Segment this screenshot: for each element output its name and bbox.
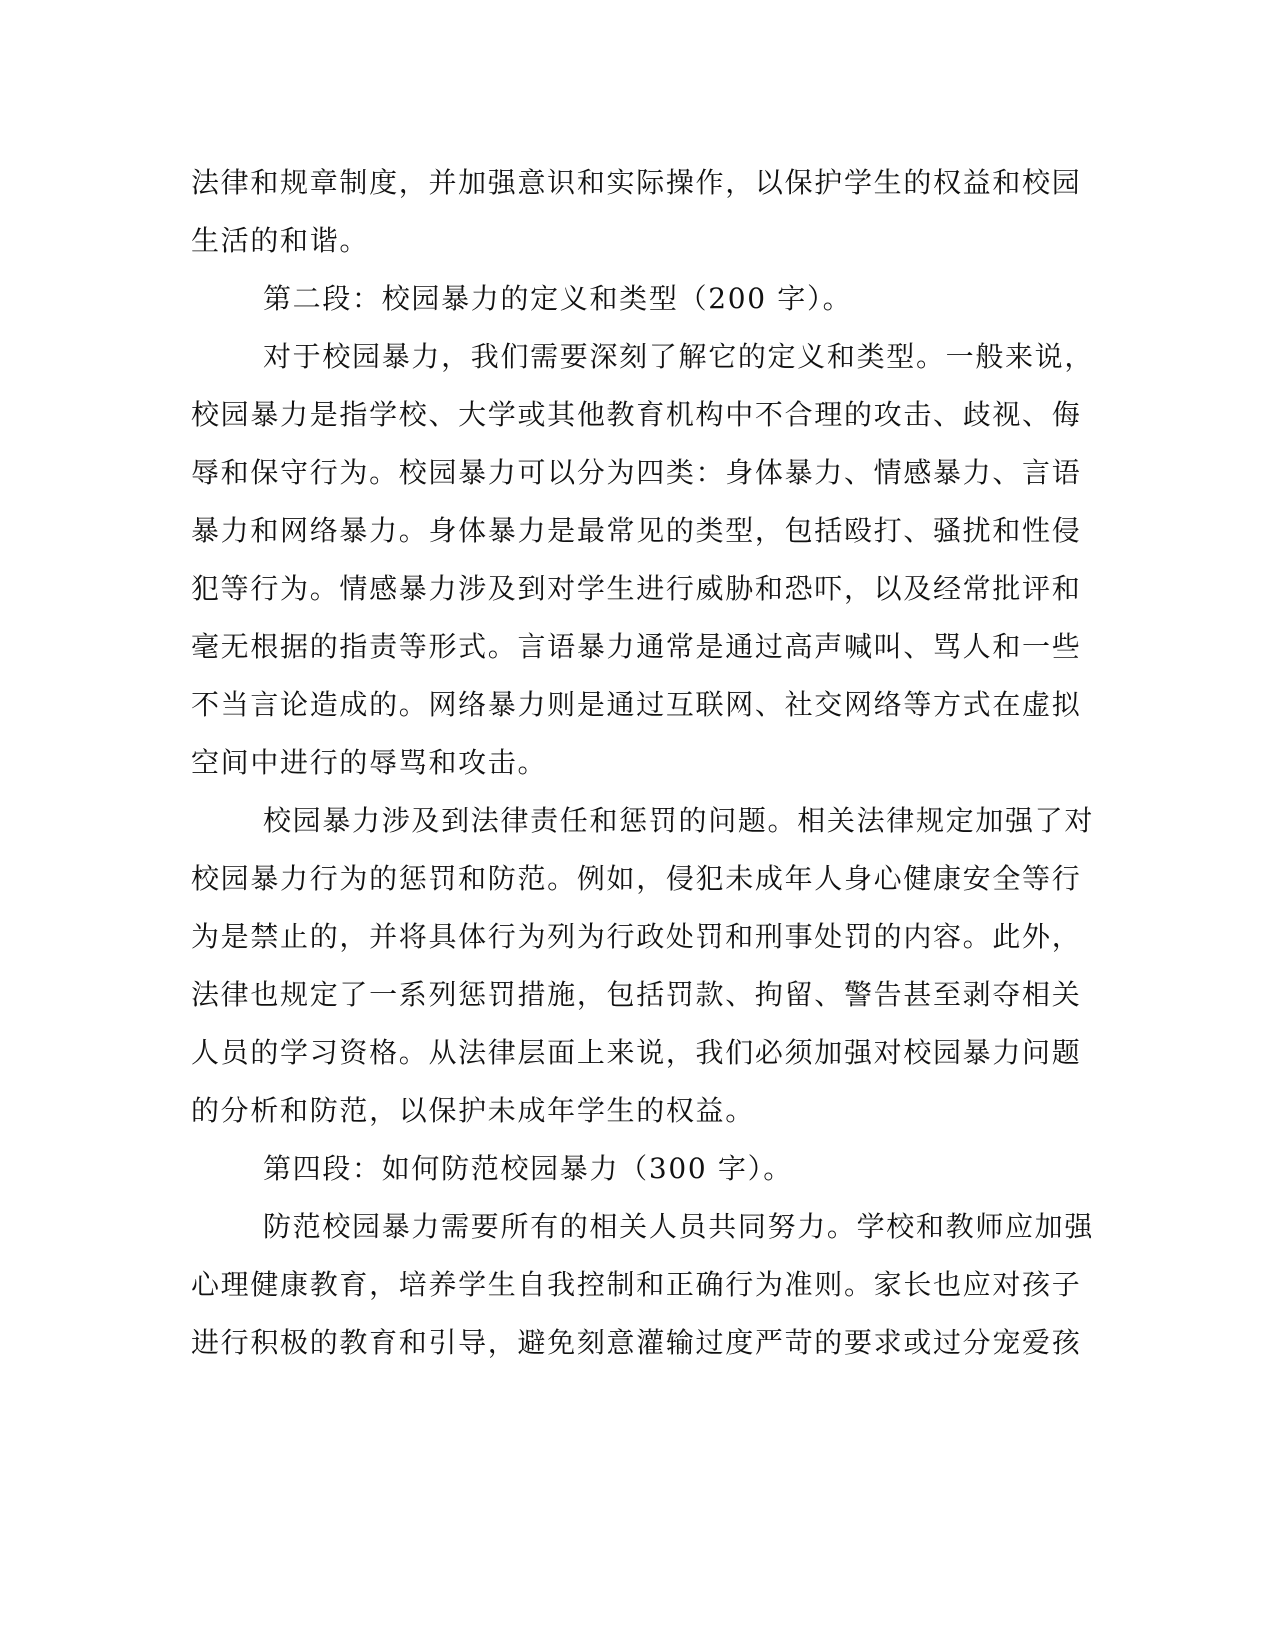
text-line: 生活的和谐。: [191, 224, 370, 257]
section-heading-2: 第二段：校园暴力的定义和类型（200 字）。: [263, 282, 853, 315]
text-line: 毫无根据的指责等形式。言语暴力通常是通过高声喊叫、骂人和一些: [191, 630, 1082, 663]
text-line: 犯等行为。情感暴力涉及到对学生进行威胁和恐吓，以及经常批评和: [191, 572, 1082, 605]
text-line: 防范校园暴力需要所有的相关人员共同努力。学校和教师应加强: [263, 1210, 1095, 1243]
text-line: 进行积极的教育和引导，避免刻意灌输过度严苛的要求或过分宠爱孩: [191, 1326, 1082, 1359]
text-line: 校园暴力是指学校、大学或其他教育机构中不合理的攻击、歧视、侮: [191, 398, 1082, 431]
text-line: 不当言论造成的。网络暴力则是通过互联网、社交网络等方式在虚拟: [191, 688, 1082, 721]
text-line: 校园暴力行为的惩罚和防范。例如，侵犯未成年人身心健康安全等行: [191, 862, 1082, 895]
text-line: 法律也规定了一系列惩罚措施，包括罚款、拘留、警告甚至剥夺相关: [191, 978, 1082, 1011]
text-line: 校园暴力涉及到法律责任和惩罚的问题。相关法律规定加强了对: [263, 804, 1095, 837]
text-line: 人员的学习资格。从法律层面上来说，我们必须加强对校园暴力问题: [191, 1036, 1082, 1069]
text-line: 辱和保守行为。校园暴力可以分为四类：身体暴力、情感暴力、言语: [191, 456, 1082, 489]
section-heading-4: 第四段：如何防范校园暴力（300 字）。: [263, 1152, 793, 1185]
text-line: 法律和规章制度，并加强意识和实际操作，以保护学生的权益和校园: [191, 166, 1082, 199]
text-line: 心理健康教育，培养学生自我控制和正确行为准则。家长也应对孩子: [191, 1268, 1082, 1301]
text-line: 暴力和网络暴力。身体暴力是最常见的类型，包括殴打、骚扰和性侵: [191, 514, 1082, 547]
text-line: 对于校园暴力，我们需要深刻了解它的定义和类型。一般来说，: [263, 340, 1095, 373]
text-line: 的分析和防范，以保护未成年学生的权益。: [191, 1094, 755, 1127]
text-line: 空间中进行的辱骂和攻击。: [191, 746, 548, 779]
text-line: 为是禁止的，并将具体行为列为行政处罚和刑事处罚的内容。此外，: [191, 920, 1082, 953]
